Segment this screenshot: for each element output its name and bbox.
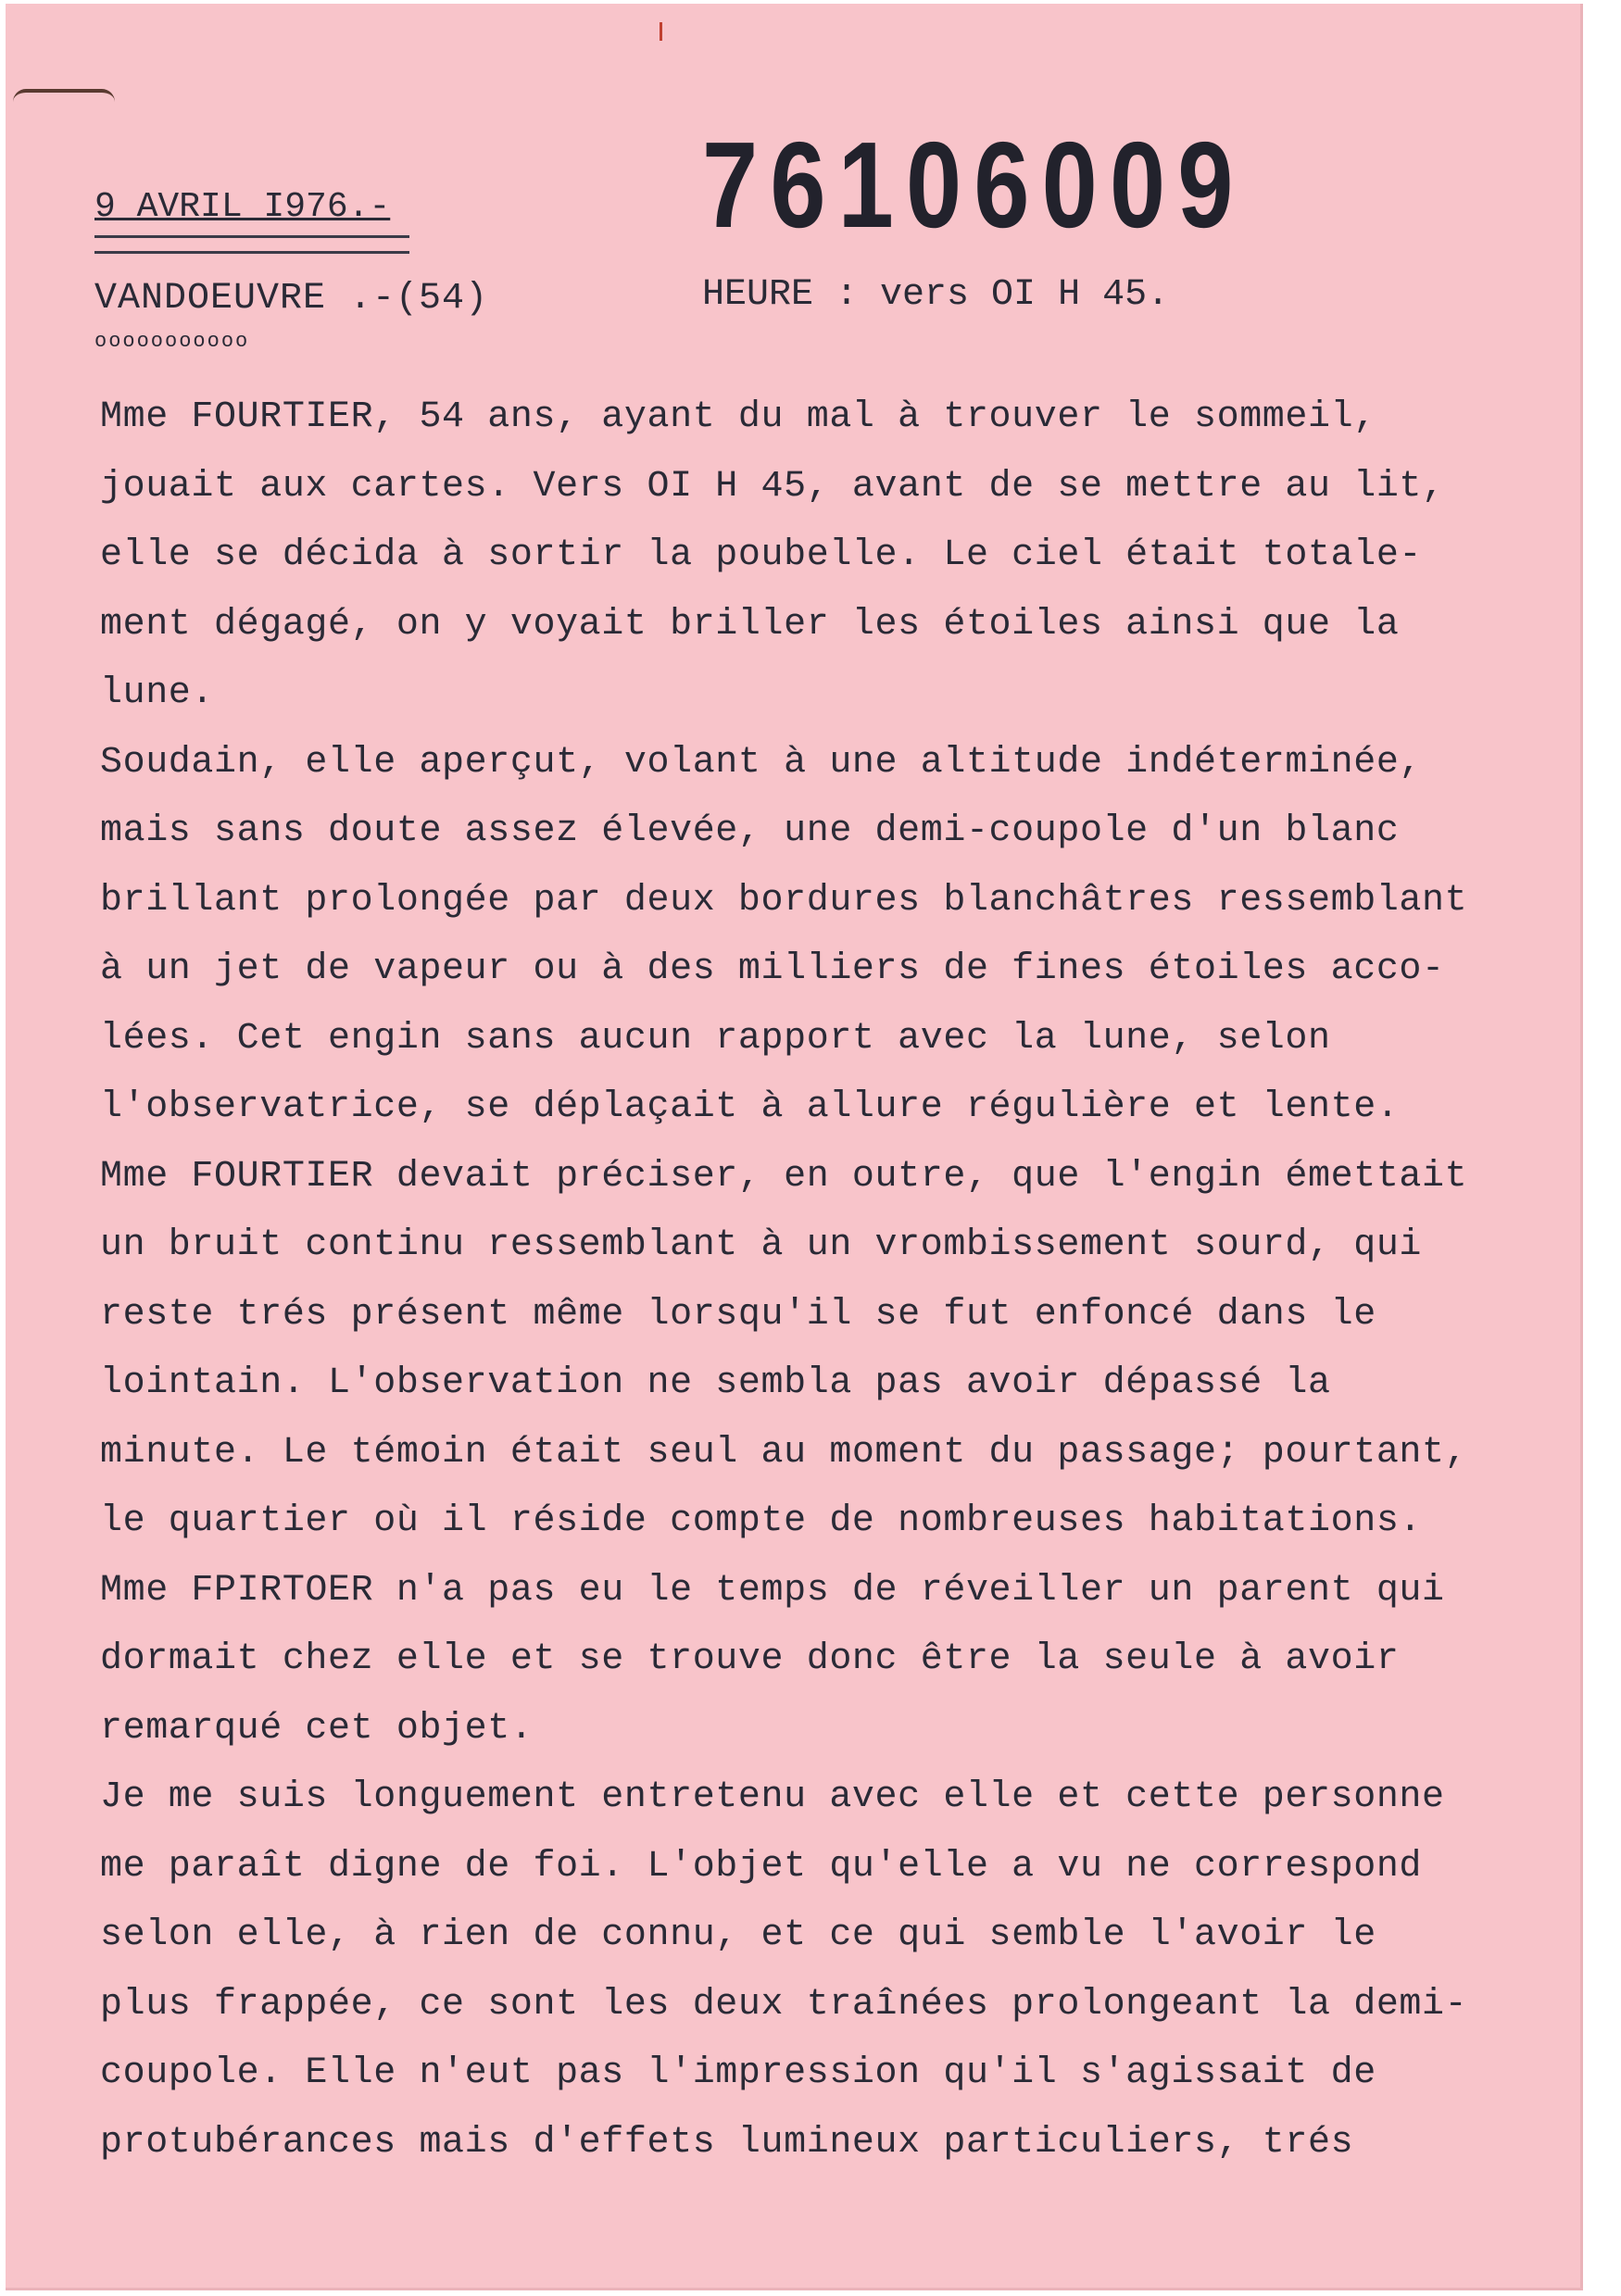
- date-double-underline: [94, 235, 409, 254]
- body-line: l'observatrice, se déplaçait à allure régulière et lente.: [100, 1086, 1400, 1128]
- report-location: VANDOEUVRE .-(54): [94, 278, 489, 320]
- body-line: dormait chez elle et se trouve donc être la seule à avoir: [100, 1638, 1400, 1680]
- report-date: 9 AVRIL I976.-: [94, 187, 391, 227]
- pen-mark: [660, 22, 662, 41]
- body-line: à un jet de vapeur ou à des milliers de fines étoiles acco-: [100, 948, 1445, 990]
- body-line: mais sans doute assez élevée, une demi-coupole d'un blanc: [100, 810, 1400, 852]
- body-line: lune.: [100, 672, 215, 714]
- body-line: lointain. L'observation ne sembla pas avoir dépassé la: [100, 1362, 1331, 1404]
- body-line: remarqué cet objet.: [100, 1707, 534, 1750]
- body-line: elle se décida à sortir la poubelle. Le ciel était totale-: [100, 534, 1423, 576]
- body-line: Mme FPIRTOER n'a pas eu le temps de réveiller un parent qui: [100, 1569, 1445, 1612]
- body-line: jouait aux cartes. Vers OI H 45, avant de se mettre au lit,: [100, 465, 1445, 508]
- report-time: HEURE : vers OI H 45.: [702, 274, 1170, 316]
- body-line: Mme FOURTIER, 54 ans, ayant du mal à trouver le sommeil,: [100, 396, 1376, 438]
- location-underline-dots: ooooooooooo: [94, 330, 250, 353]
- body-line: minute. Le témoin était seul au moment du passage; pourtant,: [100, 1431, 1468, 1474]
- body-line: ment dégagé, on y voyait briller les étoiles ainsi que la: [100, 603, 1400, 646]
- report-body: [100, 383, 1582, 2177]
- body-line: le quartier où il réside compte de nombreuses habitations.: [100, 1500, 1423, 1542]
- body-line: Soudain, elle aperçut, volant à une altitude indéterminée,: [100, 741, 1423, 784]
- document-page: [6, 4, 1583, 2290]
- body-line: me paraît digne de foi. L'objet qu'elle a vu ne correspond: [100, 1845, 1423, 1888]
- body-line: protubérances mais d'effets lumineux particuliers, trés: [100, 2121, 1354, 2164]
- body-line: lées. Cet engin sans aucun rapport avec la lune, selon: [100, 1017, 1331, 1060]
- body-line: selon elle, à rien de connu, et ce qui semble l'avoir le: [100, 1914, 1376, 1956]
- body-line: Je me suis longuement entretenu avec elle et cette personne: [100, 1776, 1445, 1818]
- body-line: Mme FOURTIER devait préciser, en outre, que l'engin émettait: [100, 1155, 1468, 1198]
- body-line: un bruit continu ressemblant à un vrombissement sourd, qui: [100, 1224, 1423, 1266]
- case-number-stamp: 76106009: [702, 117, 1246, 253]
- body-line: plus frappée, ce sont les deux traînées prolongeant la demi-: [100, 1983, 1468, 2026]
- body-line: reste trés présent même lorsqu'il se fut enfoncé dans le: [100, 1293, 1376, 1336]
- body-line: brillant prolongée par deux bordures blanchâtres ressemblant: [100, 879, 1468, 922]
- staple-mark: [13, 89, 115, 102]
- body-line: coupole. Elle n'eut pas l'impression qu'il s'agissait de: [100, 2052, 1376, 2094]
